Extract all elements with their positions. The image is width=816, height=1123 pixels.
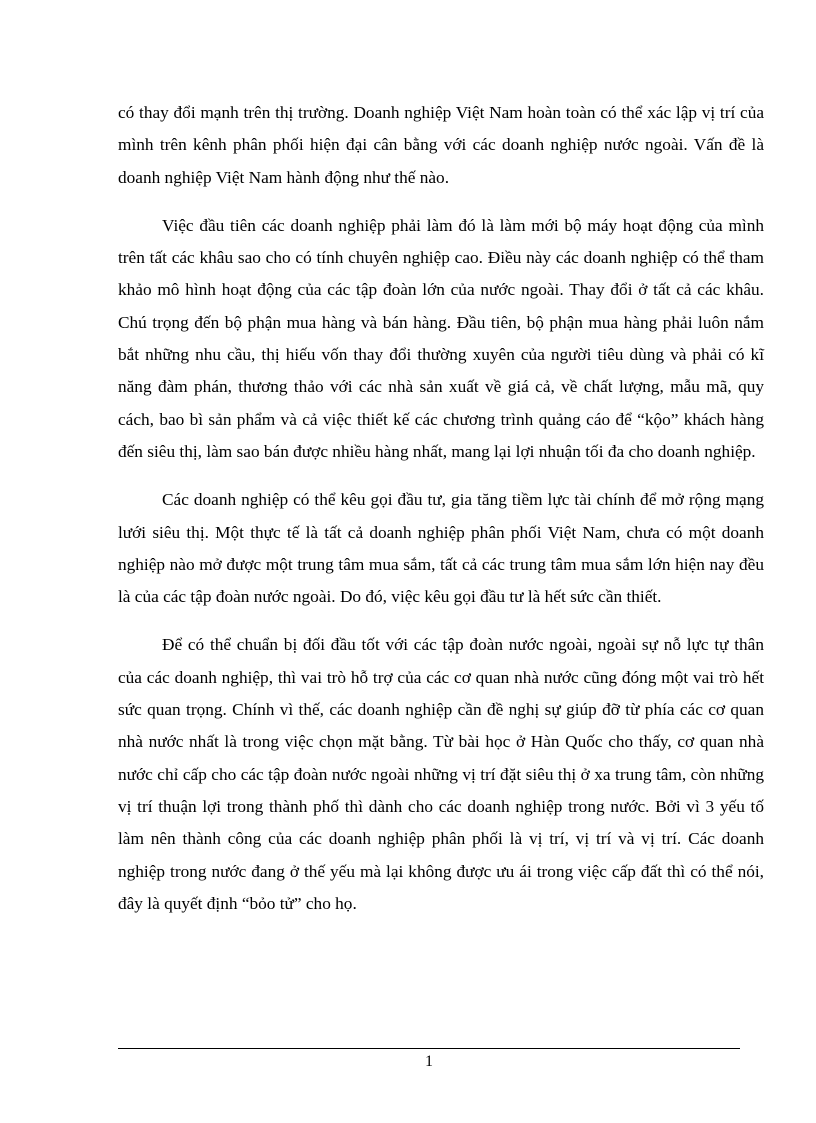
page-number: 1 <box>425 1053 433 1070</box>
paragraph-2: Việc đầu tiên các doanh nghiệp phải làm đó là làm mới bộ máy hoạt động của mình trên tất các khâu sao cho có tính chuyên nghiệp cao. Điều này các doanh nghiệp có thể tham khảo mô hình hoạt động của các tập đoàn lớn của nước ngoài. Thay đổi ở tất cả các khâu. Chú trọng đến bộ phận mua hàng và bán hàng. Đầu tiên, bộ phận mua hàng phải luôn nắm bắt những nhu cầu, thị hiếu vốn thay đổi thường xuyên của người tiêu dùng và phải có kĩ năng đàm phán, thương thảo với các nhà sản xuất về giá cả, về chất lượng, mẫu mã, quy cách, bao bì sản phẩm và cả việc thiết kế các chương trình quảng cáo để “kộo” khách hàng đến siêu thị, làm sao bán được nhiều hàng nhất, mang lại lợi nhuận tối đa cho doanh nghiệp. <box>118 215 764 461</box>
document-body <box>118 97 764 936</box>
paragraph-1: có thay đổi mạnh trên thị trường. Doanh nghiệp Việt Nam hoàn toàn có thể xác lập vị trí của mình trên kênh phân phối hiện đại cân bằng với các doanh nghiệp nước ngoài. Vấn đề là doanh nghiệp Việt Nam hành động như thế nào. <box>118 103 764 187</box>
footer-divider <box>118 1048 740 1049</box>
paragraph-4: Để có thể chuẩn bị đối đầu tốt với các tập đoàn nước ngoài, ngoài sự nỗ lực tự thân của các doanh nghiệp, thì vai trò hỗ trợ của các cơ quan nhà nước cũng đóng một vai trò hết sức quan trọng. Chính vì thế, các doanh nghiệp cần đề nghị sự giúp đỡ từ phía các cơ quan nhà nước nhất là trong việc chọn mặt bằng. Từ bài học ở Hàn Quốc cho thấy, cơ quan nhà nước chỉ cấp cho các tập đoàn nước ngoài những vị trí đặt siêu thị ở xa trung tâm, còn những vị trí thuận lợi trong thành phố thì dành cho các doanh nghiệp trong nước. Bởi vì 3 yếu tố làm nên thành công của các doanh nghiệp phân phối là vị trí, vị trí và vị trí. Các doanh nghiệp trong nước đang ở thế yếu mà lại không được ưu ái trong việc cấp đất thì có thể nói, đây là quyết định “bỏo tử” cho họ. <box>118 635 764 913</box>
paragraph-3: Các doanh nghiệp có thể kêu gọi đầu tư, gia tăng tiềm lực tài chính để mở rộng mạng lưới siêu thị. Một thực tế là tất cả doanh nghiệp phân phối Việt Nam, chưa có một doanh nghiệp nào mở được một trung tâm mua sắm, tất cả các trung tâm mua sắm lớn hiện nay đều là của các tập đoàn nước ngoài. Do đó, việc kêu gọi đầu tư là hết sức cần thiết. <box>118 490 764 607</box>
